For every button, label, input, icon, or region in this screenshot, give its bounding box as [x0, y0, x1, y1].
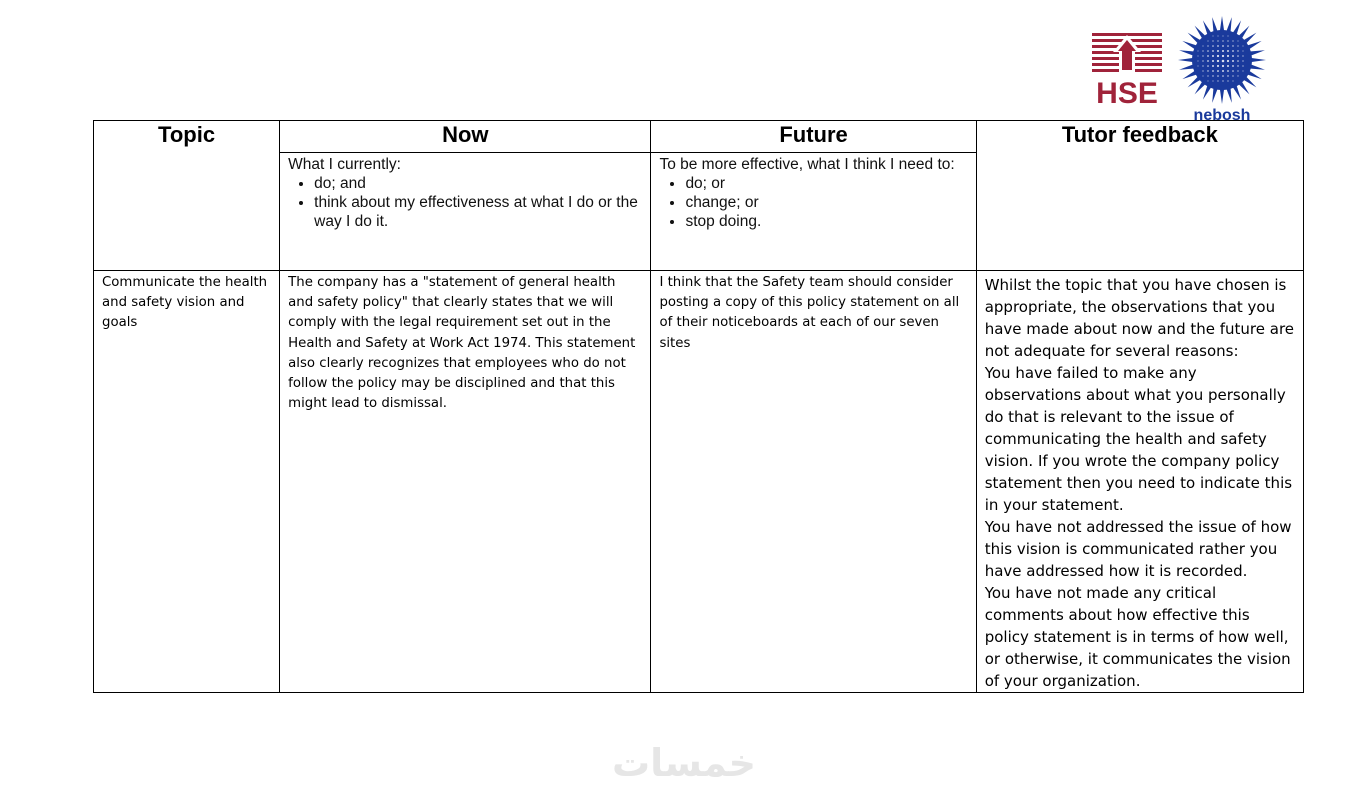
tutor-paragraph: Whilst the topic that you have chosen is appropriate, the observations that you have made about now and the future are not adequate for several reasons:: [984, 276, 1295, 360]
tutor-paragraph: You have not addressed the issue of how this vision is communicated rather you have addressed how it is recorded.: [984, 518, 1292, 580]
nebosh-logo: [1176, 14, 1268, 122]
topic-cell: Communicate the health and safety vision and goals: [94, 271, 280, 693]
future-prompt-list: [659, 174, 967, 231]
list-item: • do; or: [685, 174, 967, 193]
nebosh-dot: [1212, 80, 1213, 81]
nebosh-dot: [1227, 40, 1228, 41]
nebosh-dot: [1237, 75, 1238, 76]
nebosh-dot: [1227, 45, 1229, 47]
future-cell: I think that the Safety team should consider posting a copy of this policy statement on all of their noticeboards at each of our seven sites: [651, 271, 976, 693]
nebosh-ray: [1231, 83, 1241, 99]
watermark: [600, 742, 768, 782]
nebosh-dot: [1222, 50, 1224, 52]
nebosh-ray: [1220, 87, 1225, 104]
nebosh-dot: [1203, 76, 1204, 77]
nebosh-dot: [1227, 75, 1228, 76]
nebosh-dot: [1232, 50, 1234, 52]
nebosh-ray: [1249, 58, 1266, 63]
list-item: • change; or: [685, 193, 967, 212]
nebosh-dot: [1222, 45, 1224, 47]
nebosh-dot: [1222, 40, 1223, 41]
nebosh-dot: [1228, 36, 1229, 37]
nebosh-ray: [1220, 16, 1225, 33]
nebosh-logo-text: nebosh: [1193, 107, 1251, 122]
nebosh-dot: [1243, 46, 1244, 47]
nebosh-dot: [1212, 55, 1214, 57]
nebosh-dot: [1202, 70, 1203, 71]
future-header: Future: [651, 121, 976, 153]
nebosh-dot: [1222, 70, 1224, 72]
nebosh-dot: [1232, 75, 1233, 76]
nebosh-dot: [1222, 60, 1225, 63]
nebosh-dot: [1208, 81, 1209, 82]
nebosh-dot: [1198, 66, 1199, 67]
nebosh-dot: [1232, 55, 1234, 57]
nebosh-dot: [1237, 60, 1239, 62]
nebosh-dot: [1222, 75, 1224, 77]
nebosh-dot: [1222, 35, 1223, 36]
tutor-paragraph: You have not made any critical comments about how effective this policy statement is in terms of how well, or otherwise, it communicates the vision of your organization.: [984, 584, 1291, 690]
nebosh-dot: [1212, 65, 1214, 67]
nebosh-dot: [1212, 45, 1214, 47]
nebosh-ray: [1245, 69, 1261, 79]
nebosh-dot: [1202, 60, 1203, 61]
nebosh-dot: [1242, 65, 1243, 66]
now-cell: The company has a "statement of general health and safety policy" that clearly states that we will comply with the legal requirement set out in the Health and Safety at Work Act 1974. This statement also clearly recognizes that employees who do not follow the policy may be disciplined and that this might lead to dismissal.: [280, 271, 651, 693]
nebosh-dot: [1237, 55, 1239, 57]
watermark-text: خمسات: [612, 742, 756, 782]
nebosh-dot: [1198, 51, 1199, 52]
nebosh-dot: [1212, 40, 1213, 41]
nebosh-dot: [1202, 55, 1203, 56]
tutor-feedback-cell: [976, 271, 1303, 693]
nebosh-dot: [1238, 41, 1239, 42]
nebosh-dot: [1232, 70, 1234, 72]
nebosh-dot: [1212, 70, 1214, 72]
nebosh-dot: [1217, 50, 1219, 52]
nebosh-dot: [1222, 80, 1223, 81]
nebosh-dot: [1227, 70, 1229, 72]
nebosh-ray: [1203, 83, 1213, 99]
nebosh-dot: [1217, 80, 1218, 81]
nebosh-dot: [1217, 45, 1219, 47]
tutor-paragraph: You have failed to make any observations about what you personally do that is relevant to the issue of communicating the health and safety vision. If you wrote the company policy statement then you need to indicate this in your statement.: [984, 364, 1293, 514]
nebosh-dot: [1213, 36, 1214, 37]
nebosh-dot: [1227, 80, 1228, 81]
now-prompt-intro: What I currently:: [288, 156, 401, 173]
nebosh-dot: [1207, 65, 1209, 67]
nebosh-dot: [1217, 60, 1219, 62]
nebosh-dot: [1242, 50, 1243, 51]
nebosh-ray: [1178, 58, 1195, 63]
nebosh-dot: [1207, 50, 1209, 52]
nebosh-dot: [1227, 60, 1229, 62]
nebosh-dot: [1232, 65, 1234, 67]
nebosh-dot: [1237, 50, 1238, 51]
nebosh-dot: [1227, 55, 1229, 57]
nebosh-dot: [1222, 65, 1224, 67]
list-item: • think about my effectiveness at what I do or the way I do it.: [314, 193, 642, 231]
nebosh-dot: [1217, 70, 1219, 72]
nebosh-dot: [1202, 50, 1203, 51]
nebosh-dot: [1197, 55, 1198, 56]
tutor-header-cell: [976, 121, 1303, 271]
nebosh-ray: [1245, 41, 1261, 51]
reflection-table: [93, 120, 1304, 693]
nebosh-dot: [1212, 75, 1213, 76]
nebosh-dot: [1242, 70, 1243, 71]
nebosh-dot: [1212, 50, 1214, 52]
tutor-header: Tutor feedback: [1061, 122, 1218, 147]
nebosh-dot: [1242, 55, 1243, 56]
nebosh-dot: [1217, 75, 1219, 77]
nebosh-dot: [1232, 40, 1233, 41]
nebosh-dot: [1217, 40, 1218, 41]
nebosh-ray: [1182, 41, 1198, 51]
topic-header-cell: [94, 121, 280, 271]
nebosh-dot: [1207, 60, 1209, 62]
nebosh-dot: [1232, 80, 1233, 81]
nebosh-ray: [1203, 20, 1213, 36]
nebosh-dot: [1217, 55, 1219, 57]
nebosh-dot: [1207, 75, 1208, 76]
nebosh-dot: [1232, 45, 1233, 46]
hse-logo-text: HSE: [1096, 77, 1158, 106]
nebosh-dot: [1222, 55, 1224, 57]
nebosh-dot: [1237, 65, 1238, 66]
nebosh-dot: [1207, 55, 1209, 57]
nebosh-dot: [1212, 60, 1214, 62]
nebosh-ray: [1231, 20, 1241, 36]
nebosh-dot: [1207, 40, 1208, 41]
nebosh-dot: [1217, 65, 1219, 67]
nebosh-dot: [1217, 35, 1218, 36]
topic-header: Topic: [158, 122, 216, 147]
list-item: • do; and: [314, 174, 642, 193]
future-prompt-intro: To be more effective, what I think I need to:: [659, 156, 955, 173]
nebosh-dot: [1207, 70, 1208, 71]
now-prompt-list: [288, 174, 642, 231]
nebosh-dot: [1237, 45, 1238, 46]
now-prompt: [280, 153, 651, 271]
nebosh-dot: [1227, 65, 1229, 67]
nebosh-dot: [1237, 70, 1238, 71]
list-item: • stop doing.: [685, 212, 967, 231]
nebosh-dot: [1227, 50, 1229, 52]
nebosh-dot: [1202, 65, 1203, 66]
hse-logo: [1091, 32, 1163, 106]
future-prompt: [651, 153, 976, 271]
now-header: Now: [280, 121, 651, 153]
nebosh-dot: [1202, 45, 1203, 46]
nebosh-dot: [1207, 45, 1208, 46]
nebosh-dot: [1242, 60, 1243, 61]
nebosh-dot: [1232, 60, 1234, 62]
nebosh-dot: [1197, 60, 1198, 61]
nebosh-ray: [1182, 69, 1198, 79]
